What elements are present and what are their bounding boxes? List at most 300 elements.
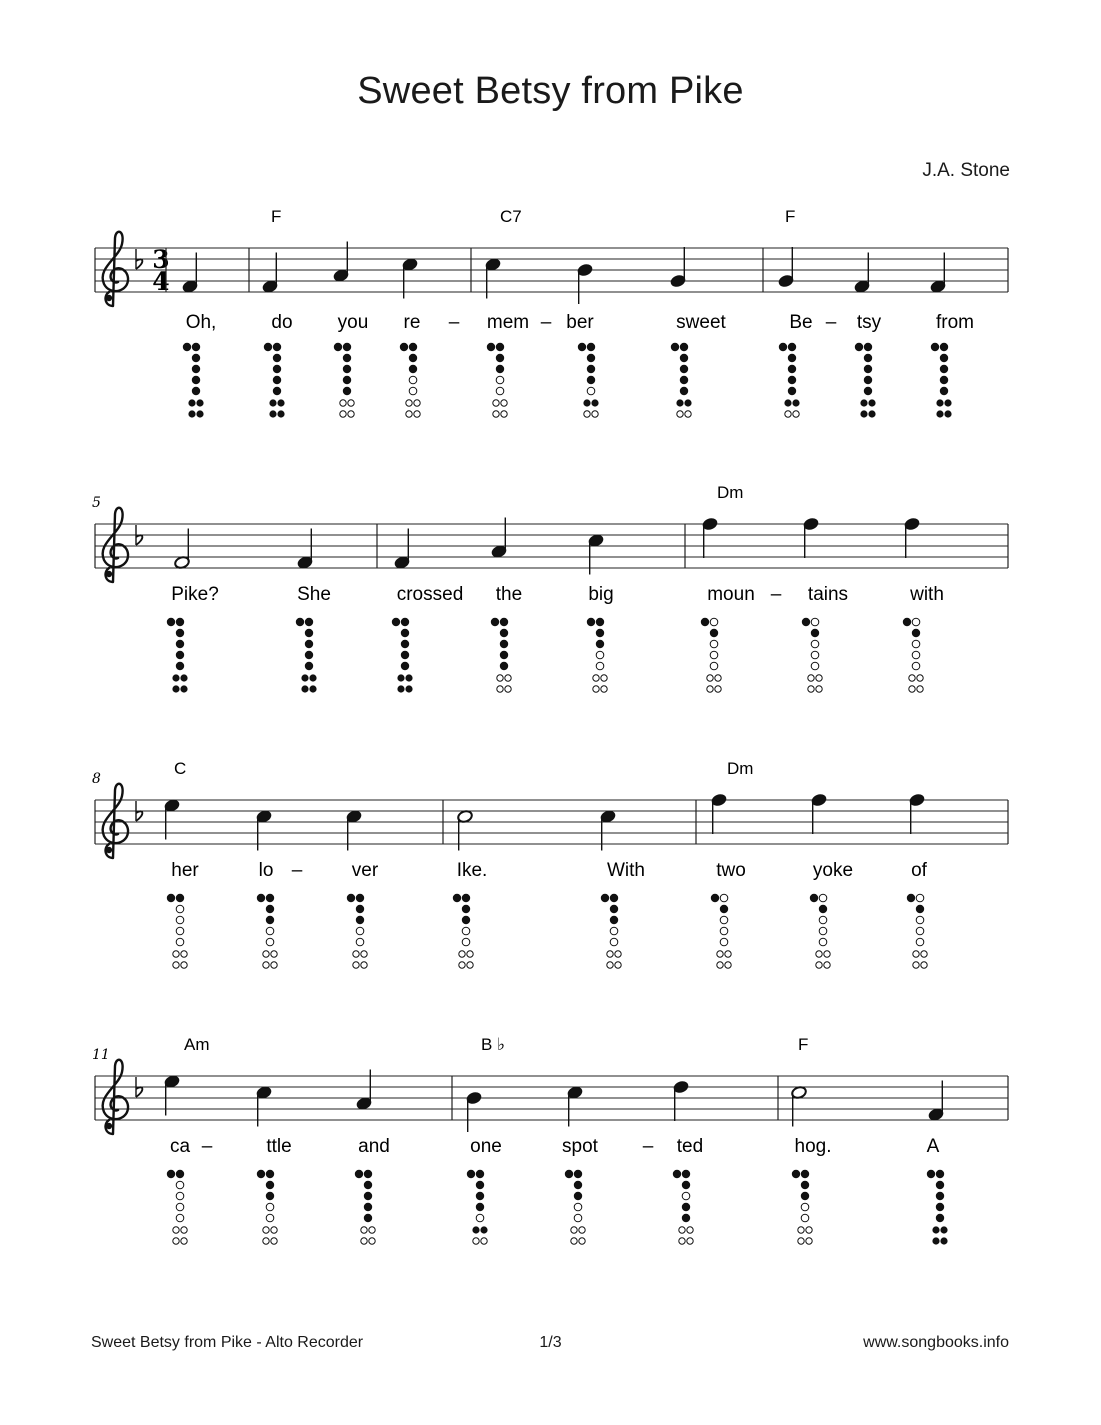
hole-closed [855, 343, 863, 351]
hole-closed [462, 894, 470, 902]
hole-closed [173, 675, 179, 681]
hole-open [710, 640, 718, 648]
hole-open [607, 962, 613, 968]
hole-closed [500, 618, 508, 626]
fingering-chart [257, 1170, 277, 1244]
hole-open [340, 400, 346, 406]
hole-closed [462, 905, 470, 913]
hole-closed [167, 618, 175, 626]
hole-open [707, 686, 713, 692]
hole-closed [167, 894, 175, 902]
hole-open [353, 962, 359, 968]
hole-open [808, 686, 814, 692]
hole-closed [476, 1170, 484, 1178]
hole-open [263, 1227, 269, 1233]
hole-closed [401, 651, 409, 659]
treble-clef-dot [106, 1123, 112, 1129]
hole-closed [779, 343, 787, 351]
chord-symbol: Dm [727, 759, 754, 778]
lyric-syllable: ttle [266, 1136, 292, 1157]
hole-closed [343, 354, 351, 362]
hole-closed [574, 1192, 582, 1200]
hole-open [811, 640, 819, 648]
hole-open [497, 686, 503, 692]
hole-closed [596, 618, 604, 626]
hole-closed [785, 400, 791, 406]
hole-closed [496, 354, 504, 362]
fingering-chart [400, 343, 420, 417]
hole-closed [565, 1170, 573, 1178]
hole-open [916, 927, 924, 935]
note [803, 517, 820, 558]
page-number: 1/3 [539, 1334, 562, 1351]
fingering-chart [183, 343, 203, 417]
fingering-chart [578, 343, 598, 417]
fingering-chart [792, 1170, 812, 1244]
hole-closed [936, 1181, 944, 1189]
hole-closed [266, 905, 274, 913]
hole-open [679, 1238, 685, 1244]
treble-clef-path [103, 508, 128, 582]
hole-closed [587, 354, 595, 362]
lyric-syllable: ted [676, 1136, 704, 1157]
hole-closed [401, 662, 409, 670]
hole-closed [476, 1181, 484, 1189]
lyric-syllable: – [448, 312, 460, 333]
hole-closed [680, 376, 688, 384]
hole-closed [305, 640, 313, 648]
hole-open [409, 376, 417, 384]
hole-open [263, 1238, 269, 1244]
note [909, 793, 926, 834]
note [702, 517, 719, 558]
hole-open [467, 951, 473, 957]
hole-open [473, 1238, 479, 1244]
hole-open [916, 938, 924, 946]
lyric-syllable: moun [707, 584, 755, 605]
staff-system [95, 207, 1008, 333]
fingering-chart [467, 1170, 487, 1244]
hole-open [720, 894, 728, 902]
hole-closed [578, 343, 586, 351]
hole-closed [907, 894, 915, 902]
hole-open [587, 387, 595, 395]
hole-closed [945, 400, 951, 406]
hole-open [806, 1238, 812, 1244]
hole-closed [270, 411, 276, 417]
hole-closed [864, 343, 872, 351]
hole-open [816, 686, 822, 692]
hole-closed [197, 400, 203, 406]
hole-closed [792, 1170, 800, 1178]
hole-open [824, 951, 830, 957]
hole-open [811, 662, 819, 670]
hole-closed [296, 618, 304, 626]
hole-closed [409, 343, 417, 351]
hole-closed [610, 905, 618, 913]
fingering-chart [167, 618, 187, 692]
hole-closed [392, 618, 400, 626]
lyric-syllable: Ike. [456, 860, 488, 881]
hole-closed [916, 905, 924, 913]
hole-closed [801, 1192, 809, 1200]
hole-open [459, 951, 465, 957]
hole-closed [574, 1181, 582, 1189]
hole-closed [176, 1170, 184, 1178]
hole-closed [903, 618, 911, 626]
note [670, 247, 687, 288]
hole-open [501, 400, 507, 406]
hole-closed [864, 376, 872, 384]
hole-closed [685, 400, 691, 406]
hole-open [801, 1203, 809, 1211]
hole-closed [192, 387, 200, 395]
hole-open [601, 675, 607, 681]
fingering-chart [810, 894, 830, 968]
hole-open [181, 951, 187, 957]
hole-closed [273, 354, 281, 362]
hole-closed [364, 1181, 372, 1189]
chord-symbol: C [174, 759, 187, 778]
hole-open [798, 1238, 804, 1244]
hole-closed [400, 343, 408, 351]
lyric-syllable: Pike? [171, 584, 219, 605]
hole-open [579, 1227, 585, 1233]
hole-open [356, 927, 364, 935]
hole-open [361, 962, 367, 968]
hole-open [176, 927, 184, 935]
hole-open [263, 962, 269, 968]
lyric-syllable: one [470, 1136, 502, 1157]
hole-open [263, 951, 269, 957]
hole-closed [176, 894, 184, 902]
hole-closed [500, 651, 508, 659]
hole-closed [487, 343, 495, 351]
hole-open [717, 951, 723, 957]
hole-open [685, 411, 691, 417]
fingering-chart [257, 894, 277, 968]
hole-open [462, 938, 470, 946]
hole-closed [266, 916, 274, 924]
hole-open [467, 962, 473, 968]
lyric-syllable: ver [351, 860, 379, 881]
fingering-chart [453, 894, 473, 968]
hole-closed [189, 411, 195, 417]
hole-open [176, 1192, 184, 1200]
hole-open [912, 618, 920, 626]
hole-closed [364, 1203, 372, 1211]
hole-open [808, 675, 814, 681]
hole-closed [788, 343, 796, 351]
hole-open [710, 651, 718, 659]
staff-system [92, 1035, 1008, 1157]
hole-closed [788, 365, 796, 373]
hole-closed [682, 1181, 690, 1189]
hole-closed [610, 894, 618, 902]
hole-closed [941, 1227, 947, 1233]
fingering-chart [855, 343, 875, 417]
hole-open [816, 951, 822, 957]
hole-open [348, 400, 354, 406]
hole-open [593, 686, 599, 692]
hole-open [811, 651, 819, 659]
hole-closed [273, 343, 281, 351]
lyric-syllable: yoke [812, 860, 854, 881]
hole-open [596, 651, 604, 659]
lyric-syllable: – [825, 312, 837, 333]
fingering-chart [392, 618, 412, 692]
hole-open [173, 962, 179, 968]
hole-open [715, 675, 721, 681]
hole-open [819, 894, 827, 902]
hole-open [615, 962, 621, 968]
hole-closed [861, 411, 867, 417]
hole-closed [189, 400, 195, 406]
fingering-chart [334, 343, 354, 417]
hole-open [912, 662, 920, 670]
hole-closed [931, 343, 939, 351]
hole-open [725, 962, 731, 968]
fingering-chart [601, 894, 621, 968]
hole-open [687, 1238, 693, 1244]
hole-closed [257, 894, 265, 902]
hole-closed [356, 894, 364, 902]
hole-open [909, 686, 915, 692]
composer: J.A. Stone [922, 160, 1010, 181]
treble-clef-dot [106, 295, 112, 301]
hole-closed [682, 1214, 690, 1222]
fingering-chart [347, 894, 367, 968]
fingering-chart [167, 894, 187, 968]
hole-closed [680, 387, 688, 395]
hole-open [266, 1203, 274, 1211]
hole-closed [278, 411, 284, 417]
hole-closed [173, 686, 179, 692]
lyric-syllable: hog. [794, 1136, 832, 1157]
lyric-syllable: from [936, 312, 974, 333]
hole-closed [181, 675, 187, 681]
fingering-chart [711, 894, 731, 968]
hole-closed [496, 365, 504, 373]
hole-open [266, 938, 274, 946]
hole-closed [701, 618, 709, 626]
hole-open [505, 675, 511, 681]
hole-open [181, 962, 187, 968]
hole-open [497, 675, 503, 681]
hole-open [816, 675, 822, 681]
hole-open [916, 894, 924, 902]
hole-closed [864, 387, 872, 395]
hole-open [912, 651, 920, 659]
note [673, 1080, 690, 1121]
hole-closed [592, 400, 598, 406]
lyric-syllable: She [297, 584, 331, 605]
hole-closed [596, 629, 604, 637]
hole-closed [278, 400, 284, 406]
hole-closed [476, 1192, 484, 1200]
hole-closed [266, 1181, 274, 1189]
lyric-syllable: of [911, 860, 927, 881]
hole-closed [462, 916, 470, 924]
hole-open [501, 411, 507, 417]
hole-open [682, 1192, 690, 1200]
hole-closed [945, 411, 951, 417]
hole-open [909, 675, 915, 681]
hole-closed [266, 894, 274, 902]
hole-open [406, 411, 412, 417]
hole-open [571, 1238, 577, 1244]
treble-clef-dot [106, 847, 112, 853]
lyric-syllable: With [607, 860, 645, 881]
treble-clef-path [103, 1060, 128, 1134]
hole-open [710, 618, 718, 626]
hole-closed [473, 1227, 479, 1233]
hole-open [607, 951, 613, 957]
hole-closed [343, 343, 351, 351]
hole-open [816, 962, 822, 968]
hole-closed [264, 343, 272, 351]
hole-open [913, 951, 919, 957]
hole-closed [680, 343, 688, 351]
hole-closed [500, 629, 508, 637]
hole-open [610, 938, 618, 946]
hole-open [725, 951, 731, 957]
chord-symbol: F [271, 207, 282, 226]
hole-open [271, 962, 277, 968]
hole-closed [197, 411, 203, 417]
hole-closed [364, 1192, 372, 1200]
hole-open [481, 1238, 487, 1244]
fingering-chart [167, 1170, 187, 1244]
hole-open [505, 686, 511, 692]
hole-closed [305, 651, 313, 659]
hole-closed [406, 675, 412, 681]
hole-closed [398, 675, 404, 681]
hole-closed [933, 1227, 939, 1233]
hole-closed [364, 1170, 372, 1178]
lyric-syllable: the [495, 584, 523, 605]
hole-closed [302, 686, 308, 692]
lyric-syllable: tains [807, 584, 849, 605]
hole-closed [574, 1170, 582, 1178]
chord-symbol: Am [184, 1035, 210, 1054]
hole-open [921, 962, 927, 968]
hole-closed [680, 365, 688, 373]
hole-open [493, 400, 499, 406]
lyric-syllable: ca [169, 1136, 191, 1157]
flat-bowl [136, 535, 142, 545]
hole-closed [356, 916, 364, 924]
hole-closed [936, 1214, 944, 1222]
hole-open [340, 411, 346, 417]
hole-open [266, 1214, 274, 1222]
hole-closed [601, 894, 609, 902]
hole-closed [610, 916, 618, 924]
hole-open [181, 1227, 187, 1233]
hole-open [596, 662, 604, 670]
hole-open [793, 411, 799, 417]
hole-closed [936, 1170, 944, 1178]
hole-open [601, 686, 607, 692]
hole-closed [310, 686, 316, 692]
hole-closed [596, 640, 604, 648]
fingering-chart [802, 618, 822, 692]
hole-open [356, 938, 364, 946]
hole-closed [305, 629, 313, 637]
note [466, 1091, 483, 1132]
hole-open [348, 411, 354, 417]
fingering-chart [587, 618, 607, 692]
lyric-syllable: you [337, 312, 369, 333]
lyric-syllable: and [358, 1136, 390, 1157]
hole-closed [176, 651, 184, 659]
hole-open [176, 1214, 184, 1222]
fingering-chart [296, 618, 316, 692]
hole-open [710, 662, 718, 670]
lyric-syllable: re [403, 312, 421, 333]
hole-closed [936, 1192, 944, 1200]
hole-closed [343, 387, 351, 395]
lyric-syllable: – [540, 312, 552, 333]
hole-closed [671, 343, 679, 351]
lyric-syllable: with [910, 584, 944, 605]
hole-closed [409, 354, 417, 362]
hole-closed [343, 376, 351, 384]
measure-number: 11 [92, 1047, 110, 1063]
song-title: Sweet Betsy from Pike [357, 70, 744, 112]
hole-closed [682, 1170, 690, 1178]
lyric-syllable: Oh, [185, 312, 217, 333]
fingering-chart [673, 1170, 693, 1244]
hole-closed [183, 343, 191, 351]
chord-symbol: Dm [717, 483, 744, 502]
hole-closed [912, 629, 920, 637]
hole-closed [167, 1170, 175, 1178]
time-signature-bottom: 4 [152, 267, 170, 296]
treble-clef [103, 508, 128, 582]
hole-open [811, 618, 819, 626]
hole-closed [801, 1181, 809, 1189]
hole-open [917, 686, 923, 692]
chord-symbol: F [785, 207, 796, 226]
hole-closed [682, 1203, 690, 1211]
flat-bowl [136, 1087, 142, 1097]
hole-closed [936, 1203, 944, 1211]
hole-closed [343, 365, 351, 373]
hole-open [921, 951, 927, 957]
hole-closed [176, 618, 184, 626]
hole-closed [192, 365, 200, 373]
hole-closed [355, 1170, 363, 1178]
hole-closed [453, 894, 461, 902]
hole-open [176, 905, 184, 913]
hole-open [677, 411, 683, 417]
hole-open [720, 938, 728, 946]
measure-number: 5 [92, 495, 101, 511]
hole-closed [940, 343, 948, 351]
fingering-chart [931, 343, 951, 417]
measure-number: 8 [92, 771, 101, 787]
treble-clef-dot [106, 571, 112, 577]
hole-closed [401, 629, 409, 637]
hole-open [819, 927, 827, 935]
hole-open [271, 1227, 277, 1233]
hole-open [173, 1227, 179, 1233]
lyric-syllable: – [201, 1136, 213, 1157]
fingering-chart [264, 343, 284, 417]
lyric-syllable: – [770, 584, 782, 605]
hole-closed [192, 376, 200, 384]
